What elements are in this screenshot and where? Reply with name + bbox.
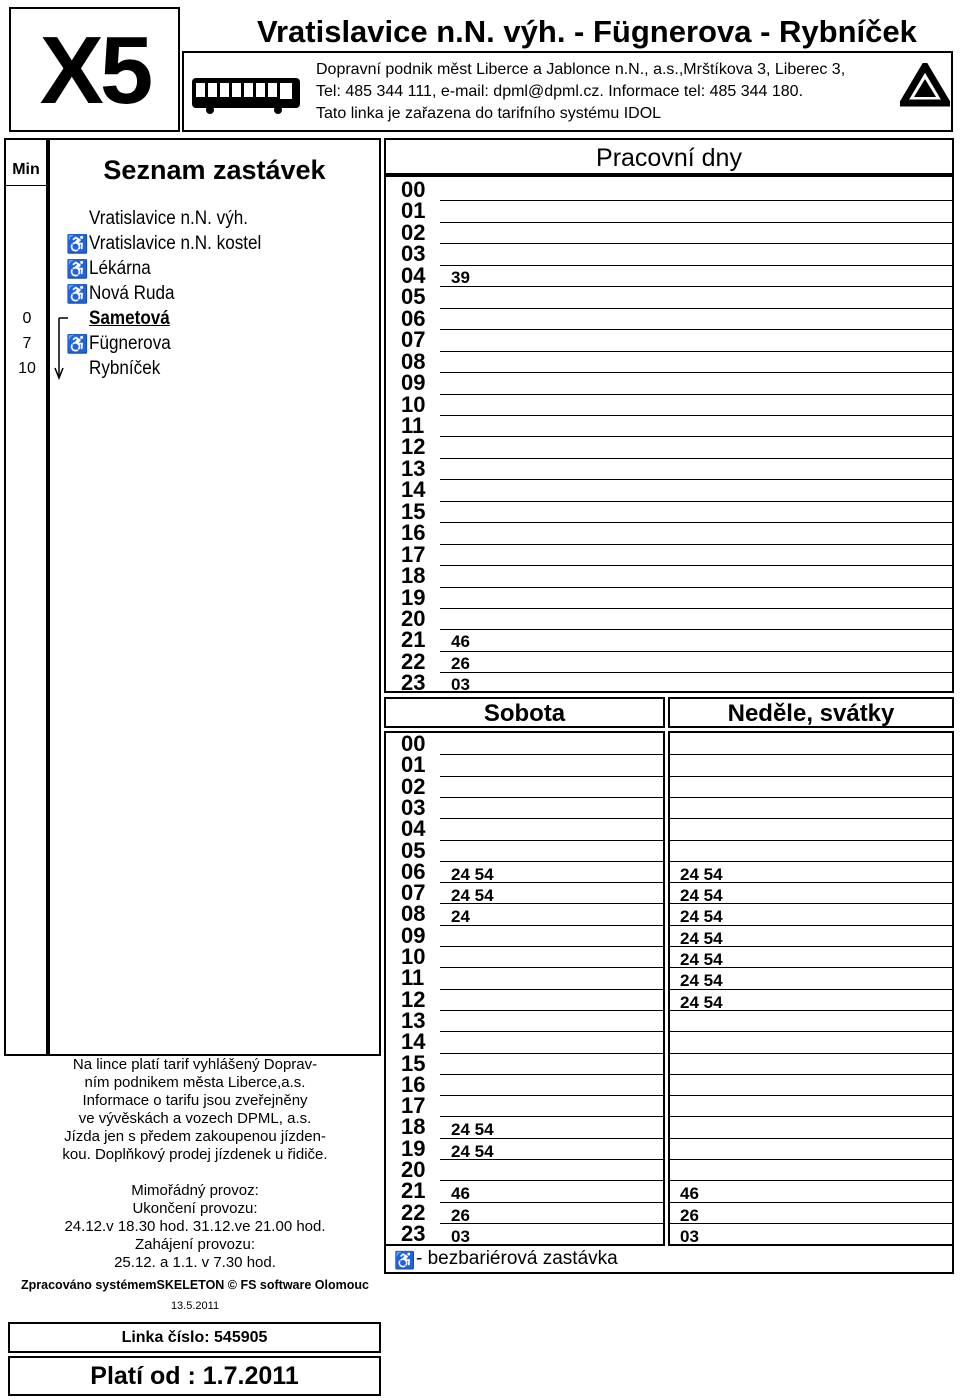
row-divider — [440, 1010, 664, 1011]
hour-label: 09 — [401, 370, 426, 396]
special-service-line: Mimořádný provoz: — [131, 1182, 259, 1199]
saturday-minutes: 24 54 — [451, 1141, 494, 1161]
min-divider — [4, 185, 48, 186]
row-divider — [440, 1031, 664, 1032]
saturday-minutes: 24 54 — [451, 1120, 494, 1140]
hour-label: 21 — [401, 627, 426, 653]
row-divider — [440, 1095, 664, 1096]
row-divider — [440, 436, 952, 437]
wheelchair-icon: ♿ — [66, 284, 89, 304]
row-divider — [440, 286, 952, 287]
row-divider — [440, 565, 952, 566]
wheelchair-icon: ♿ — [66, 259, 89, 279]
saturday-minutes: 24 54 — [451, 886, 494, 906]
hour-label: 16 — [401, 1071, 426, 1097]
row-divider — [440, 479, 952, 480]
row-divider — [669, 882, 953, 883]
stop-offset: 0 — [22, 310, 32, 327]
saturday-minutes: 24 54 — [451, 864, 494, 884]
row-divider — [440, 458, 952, 459]
row-divider — [440, 243, 952, 244]
stop-name: Rybníček — [89, 358, 161, 379]
hour-label: 23 — [401, 1220, 426, 1246]
saturday-minutes: 26 — [451, 1205, 470, 1225]
saturday-minutes: 03 — [451, 1226, 470, 1246]
sunday-minutes: 24 54 — [680, 992, 723, 1012]
row-divider — [669, 946, 953, 947]
sunday-minutes: 24 54 — [680, 928, 723, 948]
hour-label: 08 — [401, 901, 426, 927]
sunday-title: Neděle, svátky — [727, 700, 895, 727]
row-divider — [440, 544, 952, 545]
row-divider — [669, 1180, 953, 1181]
hour-label: 22 — [401, 648, 426, 674]
row-divider — [669, 989, 953, 990]
hour-label: 07 — [401, 880, 426, 906]
row-divider — [440, 925, 664, 926]
row-divider — [440, 265, 952, 266]
hour-label: 21 — [401, 1178, 426, 1204]
tariff-line: Na lince platí tarif vyhlášený Doprav- — [72, 1056, 318, 1073]
row-divider — [669, 1159, 953, 1160]
hour-label: 09 — [401, 922, 426, 948]
weekday-grid — [384, 175, 954, 696]
hour-label: 12 — [401, 434, 426, 460]
hour-label: 07 — [401, 327, 426, 353]
print-date: 13.5.2011 — [170, 1300, 220, 1312]
tariff-line: kou. Doplňkový prodej jízdenek u řidiče. — [62, 1146, 328, 1163]
wheelchair-icon: ♿ — [66, 234, 89, 254]
row-divider — [440, 754, 664, 755]
row-divider — [440, 329, 952, 330]
row-divider — [440, 608, 952, 609]
row-divider — [440, 903, 664, 904]
row-divider — [440, 1159, 664, 1160]
row-divider — [440, 946, 664, 947]
hour-label: 05 — [401, 837, 426, 863]
special-service-line: Ukončení provozu: — [132, 1200, 258, 1217]
sunday-minutes: 24 54 — [680, 907, 723, 927]
line-number: X5 — [39, 17, 150, 124]
row-divider — [669, 754, 953, 755]
hour-label: 10 — [401, 944, 426, 969]
row-divider — [440, 651, 952, 652]
row-divider — [440, 1116, 664, 1117]
hour-label: 04 — [401, 816, 426, 842]
hour-label: 17 — [401, 1093, 426, 1119]
row-divider — [669, 861, 953, 862]
special-service-line: 24.12.v 18.30 hod. 31.12.ve 21.00 hod. — [64, 1218, 326, 1235]
row-divider — [669, 1095, 953, 1096]
row-divider — [669, 1031, 953, 1032]
hour-label: 14 — [401, 477, 426, 503]
hour-label: 02 — [401, 773, 426, 799]
min-label: Min — [12, 161, 40, 178]
hour-label: 15 — [401, 498, 426, 524]
stops-title: Seznam zastávek — [103, 155, 326, 185]
valid-from-box — [8, 1356, 381, 1396]
hour-label: 11 — [401, 965, 425, 991]
special-service-line: 25.12. a 1.1. v 7.30 hod. — [114, 1254, 276, 1271]
sunday-minutes: 26 — [680, 1205, 699, 1225]
departure-minutes: 46 — [451, 632, 470, 652]
hour-label: 19 — [401, 1135, 426, 1161]
sunday-minutes: 24 54 — [680, 950, 723, 969]
stop-name: Fügnerova — [89, 333, 171, 354]
hour-label: 02 — [401, 219, 426, 245]
row-divider — [440, 200, 952, 201]
row-divider — [440, 372, 952, 373]
route-title: Vratislavice n.N. výh. - Fügnerova - Rybníček — [257, 14, 917, 49]
hour-label: 03 — [401, 794, 426, 820]
row-divider — [440, 776, 664, 777]
row-divider — [440, 394, 952, 395]
hour-label: 00 — [401, 177, 426, 202]
stop-name: Nová Ruda — [89, 283, 175, 304]
saturday-minutes: 24 — [451, 907, 470, 927]
hour-label: 01 — [401, 752, 426, 778]
current-stop-name: Sametová — [89, 308, 170, 329]
row-divider — [440, 1138, 664, 1139]
row-divider — [440, 1202, 664, 1203]
row-divider — [440, 840, 664, 841]
hour-label: 19 — [401, 584, 426, 610]
hour-label: 12 — [401, 986, 426, 1012]
row-divider — [440, 522, 952, 523]
legend-text: - bezbariérová zastávka — [416, 1248, 618, 1269]
weekday-title-box — [384, 138, 954, 175]
row-divider — [440, 308, 952, 309]
stop-offset: 10 — [18, 360, 36, 377]
hour-label: 04 — [401, 262, 426, 288]
row-divider — [669, 1053, 953, 1054]
hour-label: 11 — [401, 412, 425, 438]
line-number-code-box — [8, 1322, 381, 1353]
tariff-line: Informace o tarifu jsou zveřejněny — [82, 1092, 308, 1109]
hour-label: 15 — [401, 1050, 426, 1076]
sunday-minutes: 46 — [680, 1184, 699, 1204]
valid-from: Platí od : 1.7.2011 — [90, 1362, 299, 1390]
row-divider — [440, 989, 664, 990]
row-divider — [440, 222, 952, 223]
hour-label: 08 — [401, 348, 426, 374]
sunday-minutes: 24 54 — [680, 971, 723, 991]
row-divider — [440, 861, 664, 862]
row-divider — [669, 903, 953, 904]
line-number-box — [9, 7, 180, 132]
row-divider — [440, 797, 664, 798]
row-divider — [669, 1138, 953, 1139]
tariff-line: Jízda jen s předem zakoupenou jízden- — [64, 1128, 326, 1145]
hour-label: 20 — [401, 1157, 426, 1182]
line-number-code: Linka číslo: 545905 — [121, 1329, 268, 1346]
operator-line-3: Tato linka je zařazena do tarifního systému IDOL — [316, 105, 662, 122]
stop-name: Vratislavice n.N. kostel — [89, 233, 262, 254]
row-divider — [669, 1116, 953, 1117]
hour-label: 13 — [401, 1007, 426, 1033]
row-divider — [440, 351, 952, 352]
hour-label: 06 — [401, 858, 426, 884]
hour-label: 16 — [401, 520, 426, 546]
row-divider — [440, 672, 952, 673]
tariff-line: ním podnikem města Liberce,a.s. — [84, 1074, 306, 1091]
row-divider — [440, 629, 952, 630]
hour-label: 22 — [401, 1199, 426, 1225]
stop-name: Vratislavice n.N. výh. — [89, 208, 249, 229]
row-divider — [669, 925, 953, 926]
wheelchair-icon: ♿ — [66, 334, 89, 354]
saturday-minutes: 46 — [451, 1184, 470, 1204]
row-divider — [440, 1053, 664, 1054]
tariff-line: ve vývěskách a vozech DPML, a.s. — [78, 1110, 312, 1127]
hour-label: 06 — [401, 305, 426, 331]
row-divider — [669, 840, 953, 841]
hour-label: 10 — [401, 391, 426, 417]
operator-line-2: Tel: 485 344 111, e-mail: dpml@dpml.cz. Informace tel: 485 344 180. — [316, 83, 804, 100]
hour-label: 23 — [401, 670, 426, 696]
row-divider — [440, 967, 664, 968]
row-divider — [669, 1223, 953, 1224]
row-divider — [669, 797, 953, 798]
hour-label: 17 — [401, 541, 426, 567]
departure-minutes: 26 — [451, 653, 470, 673]
row-divider — [440, 1180, 664, 1181]
stop-name: Lékárna — [89, 258, 151, 279]
row-divider — [669, 967, 953, 968]
sunday-minutes: 24 54 — [680, 886, 723, 906]
saturday-title: Sobota — [483, 700, 566, 727]
sunday-minutes: 24 54 — [680, 864, 723, 884]
row-divider — [669, 1010, 953, 1011]
row-divider — [669, 818, 953, 819]
saturday-title-box — [384, 697, 665, 728]
special-service-line: Zahájení provozu: — [134, 1236, 256, 1253]
wheelchair-icon: ♿ — [394, 1251, 416, 1270]
row-divider — [440, 1074, 664, 1075]
hour-label: 18 — [401, 563, 426, 589]
min-column — [4, 138, 48, 1056]
legend-box — [384, 1246, 954, 1274]
hour-label: 01 — [401, 198, 426, 224]
departure-minutes: 03 — [451, 675, 470, 695]
bus-icon — [190, 75, 302, 120]
row-divider — [440, 1223, 664, 1224]
departure-minutes: 39 — [451, 267, 470, 287]
row-divider — [440, 882, 664, 883]
dpml-logo-icon — [900, 63, 950, 114]
hour-label: 13 — [401, 455, 426, 481]
hour-label: 20 — [401, 606, 426, 631]
operator-line-1: Dopravní podnik měst Liberce a Jablonce n.N., a.s.,Mrštíkova 3, Liberec 3, — [316, 61, 846, 78]
hour-label: 03 — [401, 241, 426, 267]
hour-label: 05 — [401, 284, 426, 310]
row-divider — [669, 1202, 953, 1203]
row-divider — [440, 501, 952, 502]
software-credit: Zpracováno systémemSKELETON © FS software Olomouc — [21, 1278, 369, 1292]
sunday-title-box — [668, 697, 954, 728]
row-divider — [440, 587, 952, 588]
operator-box — [182, 51, 953, 132]
row-divider — [440, 818, 664, 819]
stop-offset: 7 — [22, 335, 32, 352]
row-divider — [669, 1074, 953, 1075]
hour-label: 18 — [401, 1114, 426, 1140]
sunday-minutes: 03 — [680, 1226, 699, 1246]
hour-label: 14 — [401, 1029, 426, 1055]
weekday-title: Pracovní dny — [596, 144, 742, 172]
row-divider — [669, 776, 953, 777]
row-divider — [440, 415, 952, 416]
hour-label: 00 — [401, 731, 426, 756]
